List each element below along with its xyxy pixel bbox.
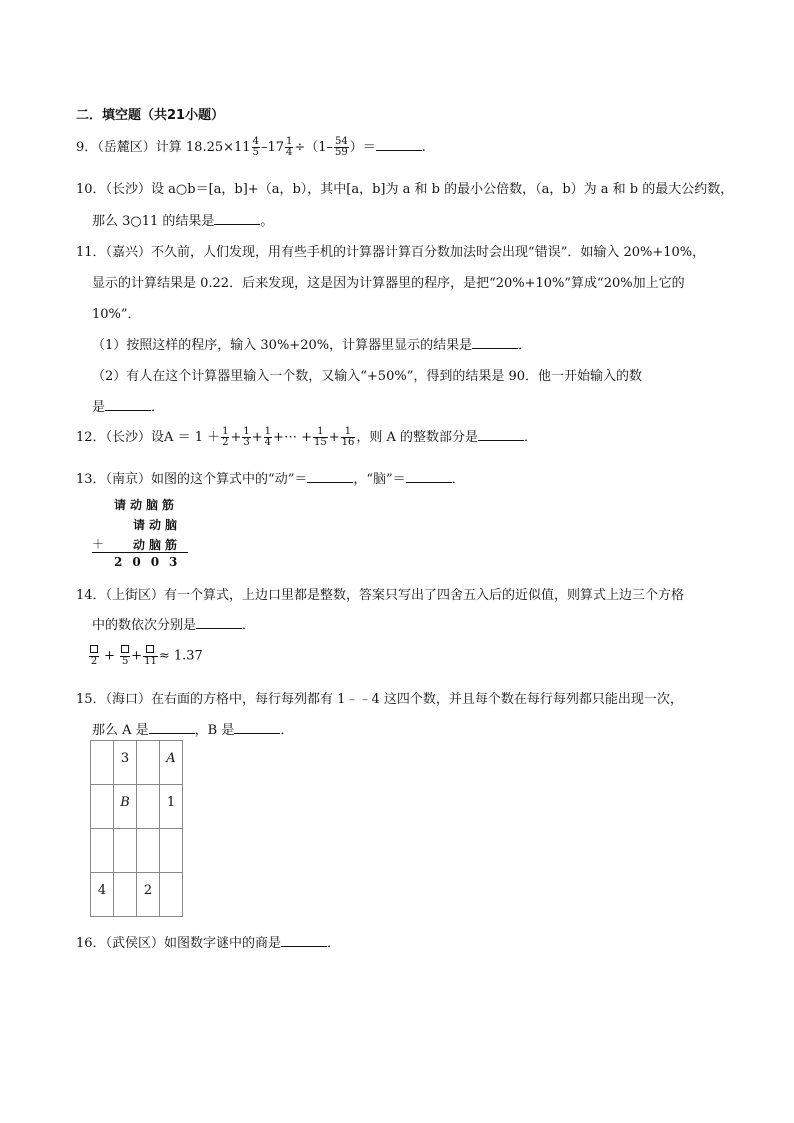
grid-cell: 1: [160, 785, 183, 829]
grid-cell: [91, 741, 114, 785]
answer-blank[interactable]: [234, 721, 280, 734]
answer-blank[interactable]: [149, 721, 195, 734]
question-15-line1: 15．（海口）在右面的方格中，每行每列都有 1﹣﹣4 这四个数，并且每个数在每行每列都只能出现一次，: [76, 692, 683, 707]
question-11-sub2-line2: 是 ．: [92, 400, 165, 415]
grid-cell: 4: [91, 873, 114, 917]
question-11-line1: 11．（嘉兴）不久前，人们发现，用有些手机的计算器计算百分数加法时会出现“错误”．如输入 20%+10%，: [76, 245, 706, 260]
answer-blank[interactable]: [376, 138, 422, 151]
question-15-line2: 那么 A 是 ，B 是 ．: [92, 723, 294, 738]
question-11-line3: 10%”．: [92, 307, 141, 322]
grid-cell: [114, 829, 137, 873]
blank-square-icon: [90, 645, 98, 653]
grid-cell: 2: [137, 873, 160, 917]
grid-cell: [137, 829, 160, 873]
grid-cell: [160, 873, 183, 917]
puzzle-row-2: 请动脑: [133, 518, 182, 532]
grid-cell: [91, 829, 114, 873]
question-11-sub2: （2）有人在这个计算器里输入一个数，又输入“+50%”，得到的结果是 90．他一开始输入的数: [92, 369, 643, 384]
grid-cell: 3: [114, 741, 137, 785]
answer-blank[interactable]: [472, 336, 518, 349]
blank-square-icon: [146, 645, 154, 653]
answer-blank[interactable]: [105, 398, 151, 411]
question-16: 16．（武侯区）如图数字谜中的商是 ．: [76, 936, 341, 951]
grid-cell: [160, 829, 183, 873]
question-10-line2: 那么 3○11 的结果是 。: [92, 214, 274, 229]
question-9: 9．（岳麓区）计算 18.25×11 $\frac{4}{5}$ –17 $\frac{1}{4}$ ÷（1– $\frac{54}{59}$ ）＝ .: [76, 136, 426, 158]
question-11-line2: 显示的计算结果是 0.22．后来发现，这是因为计算器里的程序，是把“20%+10%”算成“20%加上它的: [92, 276, 685, 291]
puzzle-plus: ＋: [92, 537, 109, 551]
puzzle-divider: [92, 552, 188, 553]
question-14-formula: 2 + 5 + 11 ≈ 1.37: [88, 645, 203, 667]
puzzle-result: 2003: [114, 555, 188, 569]
answer-blank[interactable]: [281, 934, 327, 947]
question-14-line1: 14．（上街区）有一个算式，上边口里都是整数，答案只写出了四舍五入后的近似值，则算式上边三个方格: [76, 588, 685, 603]
grid-cell: B: [114, 785, 137, 829]
answer-blank[interactable]: [196, 616, 242, 629]
puzzle-row-3: 动脑筋: [133, 538, 182, 552]
section-title: 二．填空题（共21小题）: [76, 108, 225, 123]
question-11-sub1: （1）按照这样的程序，输入 30%+20%，计算器里显示的结果是 ．: [92, 338, 532, 353]
question-12: 12．（长沙）设A ＝ 1 ＋ $\frac{1}{2}$ + $\frac{1}{3}$ + $\frac{1}{4}$ +⋯ + $\frac{1}{15}$ + $\frac{1}{16}$ ，则 A 的整数部分是 ．: [76, 426, 538, 448]
grid-cell: [137, 741, 160, 785]
question-10-line1: 10．（长沙）设 a○b＝[a，b]+（a，b），其中[a，b]为 a 和 b 的最小公倍数，（a，b）为 a 和 b 的最大公约数，: [76, 182, 734, 197]
answer-blank[interactable]: [307, 470, 353, 483]
grid-cell: [91, 785, 114, 829]
grid-cell: [137, 785, 160, 829]
question-14-line2: 中的数依次分别是 ．: [92, 618, 256, 633]
blank-square-icon: [121, 645, 129, 653]
puzzle-row-1: 请动脑筋: [114, 498, 179, 512]
answer-blank[interactable]: [478, 428, 524, 441]
latin-square-grid: [90, 740, 183, 917]
grid-cell: [114, 873, 137, 917]
answer-blank[interactable]: [406, 470, 452, 483]
answer-blank[interactable]: [214, 212, 260, 225]
grid-cell: A: [160, 741, 183, 785]
question-13: 13．（南京）如图的这个算式中的“动”＝ ，“脑”＝ ．: [76, 472, 465, 487]
